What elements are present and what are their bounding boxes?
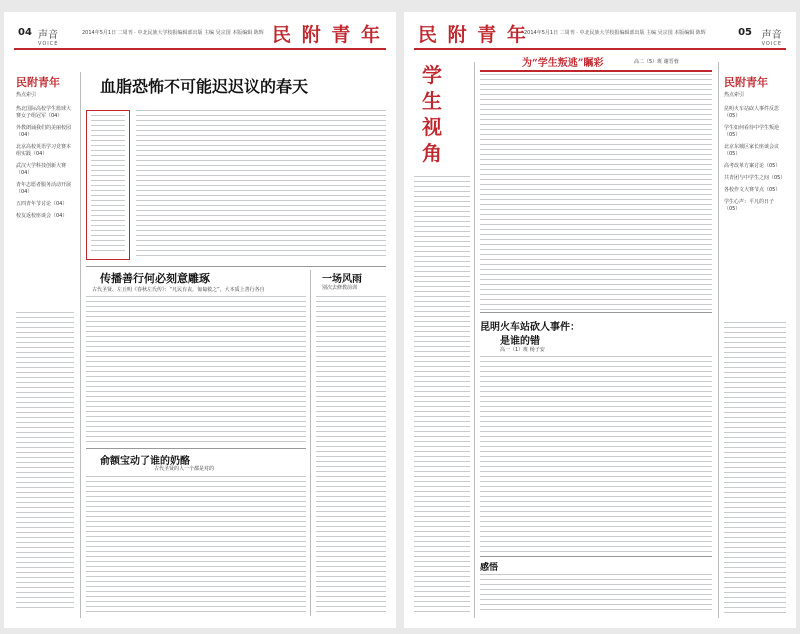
left-author-box-lines — [91, 115, 125, 255]
right-divider-1 — [480, 312, 712, 313]
left-sidebar-title: 民附青年 — [16, 76, 60, 89]
left-sidebar-lines — [16, 312, 74, 612]
left-article3-title: 一场风雨 — [322, 274, 362, 285]
left-article2-body — [86, 296, 306, 444]
left-index-item[interactable]: 五四青年节讨论（04） — [16, 201, 68, 207]
left-article4-title: 俞额宝动了谁的奶酪 — [100, 456, 190, 467]
right-lead-body — [480, 74, 712, 310]
right-vtitle-divider — [474, 62, 475, 618]
right-sidebar-title: 民附青年 — [724, 76, 768, 89]
right-article2-title: 昆明火车站砍人事件： — [480, 322, 580, 333]
left-sidebar-divider — [80, 72, 81, 618]
left-section-en: VOICE — [38, 41, 59, 47]
left-index-item[interactable]: 外教朗诵我们的美丽校园（04） — [16, 125, 72, 138]
right-masthead: 民 附 青 年 — [418, 24, 528, 46]
right-index-item[interactable]: 高考改革方案讨论（05） — [724, 163, 781, 169]
right-lead-title: 为“学生叛逃”瞩彩 — [522, 58, 604, 69]
left-divider-1 — [86, 266, 386, 267]
left-header-rule — [14, 48, 386, 50]
right-vertical-title: 学生视角 — [422, 63, 442, 165]
right-index-item[interactable]: 昆明火车站砍人事件反思（05） — [724, 106, 780, 119]
left-issue-info: 2014年5月1日 二周刊 · 中北民族大学校报编辑部出版 主编 吴宗国 本版编辑 陈辉 — [82, 30, 264, 36]
left-index-item[interactable]: 校友返校座谈会（04） — [16, 213, 68, 219]
right-article2-title2: 是谁的错 — [500, 336, 540, 347]
right-article2-body — [480, 356, 712, 552]
right-index-list — [724, 106, 786, 218]
left-article2-sub: 古代圣贤、左丘明《春秋左氏传》：“凡民有丧，匍匐救之”，大本质上善行各自 — [92, 287, 265, 293]
right-page — [404, 12, 796, 628]
left-headline: 血脂恐怖不可能迟迟议的春天 — [100, 77, 309, 96]
right-lead-byline: 高二（5）班 谢晋蓉 — [634, 59, 679, 65]
left-article3-sub: 别次去修教前训 — [322, 285, 358, 291]
left-masthead: 民 附 青 年 — [272, 24, 382, 46]
right-left-column-body — [414, 176, 470, 616]
left-article4-body — [86, 476, 306, 616]
right-index-item[interactable]: 共青团与中学生之间（05） — [724, 175, 786, 181]
right-issue-info: 2014年5月1日 二周刊 · 中北民族大学校报编辑部出版 主编 吴宗国 本版编辑 陈辉 — [524, 30, 706, 36]
left-index-item[interactable]: 热北国际高校学生篮球大赛女子组冠军（04） — [16, 106, 72, 119]
right-sidebar-lines — [724, 322, 786, 614]
left-section-label: 声音 — [38, 30, 58, 41]
right-article2-byline: 高一（1）班 杨子安 — [500, 347, 545, 353]
right-index-item[interactable]: 各校作文大赛节点（05） — [724, 187, 781, 193]
left-column-divider — [310, 270, 311, 616]
right-article3-title: 感悟 — [480, 563, 499, 573]
left-section — [38, 26, 58, 47]
left-divider-2 — [86, 448, 306, 449]
right-section-label: 声音 — [761, 30, 782, 41]
left-article4-sub: 古代圣贤的人一个都是对的 — [154, 466, 215, 472]
right-article3-body — [480, 574, 712, 614]
right-header-rule — [414, 48, 786, 50]
left-index-item[interactable]: 北京高校英语学习竞赛本组实践（04） — [16, 144, 72, 157]
left-index-item[interactable]: 青年志愿者服务活动开展（04） — [16, 182, 72, 195]
right-page-number: 05 — [738, 27, 752, 38]
right-folio — [404, 18, 796, 52]
right-divider-2 — [480, 556, 712, 557]
left-article2-title: 传播善行何必刻意雕琢 — [100, 272, 210, 285]
right-sidebar-divider — [718, 62, 719, 618]
left-sidebar-label: 热点索引 — [16, 92, 37, 98]
right-sidebar-label: 热点索引 — [724, 92, 745, 98]
left-page-number: 04 — [18, 27, 32, 38]
left-index-list — [16, 106, 74, 225]
right-lead-rule — [480, 70, 712, 72]
right-section-en: VOICE — [761, 41, 782, 47]
left-article3-body — [316, 296, 386, 614]
left-index-item[interactable]: 武汉大学科技创新大赛（04） — [16, 163, 67, 176]
left-folio — [4, 18, 396, 52]
right-index-item[interactable]: 学生心声：平凡的日子（05） — [724, 199, 775, 212]
right-section — [762, 26, 782, 47]
left-page — [4, 12, 396, 628]
left-author-box — [86, 110, 130, 260]
left-headline-body — [136, 110, 386, 260]
right-index-item[interactable]: 北京东城区家长座谈会议（05） — [724, 144, 780, 157]
right-index-item[interactable]: 学生如何看待中学生叛逆（05） — [724, 125, 780, 138]
